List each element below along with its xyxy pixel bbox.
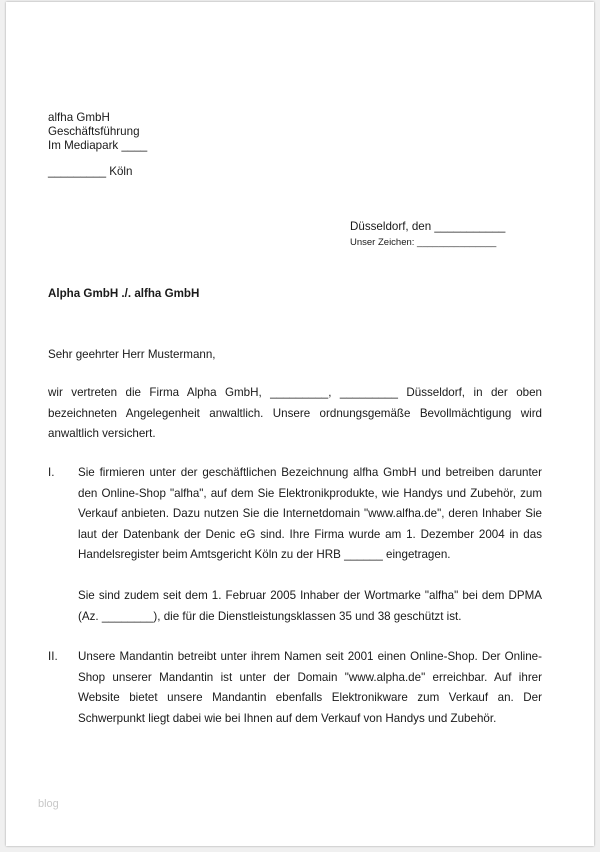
letter-page xyxy=(6,2,594,846)
section-number: II. xyxy=(48,650,58,663)
section-number: I. xyxy=(48,466,55,479)
place-date: Düsseldorf, den ___________ xyxy=(350,220,506,233)
watermark-text: blog xyxy=(38,798,59,810)
section-paragraph: Sie firmieren unter der geschäftlichen Bezeichnung alfha GmbH und betreiben darunter den Online-Shop "alfha", auf dem Sie Elektronikprodukte, wie Handys und Zubehör, zum Verkauf anbieten. Dazu nutzen Sie die Internetdomain "www.alfha.de", deren Inhaber Sie laut der Datenbank der Denic eG sind. Ihre Firma wurde am 1. Dezember 2004 in das Handelsregister beim Amtsgericht Köln zu der HRB ______ eingetragen. xyxy=(78,466,542,561)
recipient-company: alfha GmbH xyxy=(48,111,110,124)
section-paragraph: Unsere Mandantin betreibt unter ihrem Namen seit 2001 einen Online-Shop. Der Online-Shop unserer Mandantin ist unter der Domain "www.alpha.de" erreichbar. Auf ihrer Website bietet unsere Mandantin ebenfalls Elektronikware zum Verkauf an. Der Schwerpunkt liegt dabei wie bei Ihnen auf dem Verkauf von Handys und Zubehör. xyxy=(78,650,542,725)
recipient-city: _________ Köln xyxy=(48,165,133,178)
intro-paragraph: wir vertreten die Firma Alpha GmbH, _________, _________ Düsseldorf, in der oben bezeichneten Angelegenheit anwaltlich. Unsere ordnungsgemäße Bevollmächtigung wird anwaltlich versichert. xyxy=(48,386,542,440)
reference-line: Unser Zeichen: _______________ xyxy=(350,237,497,248)
recipient-street: Im Mediapark ____ xyxy=(48,139,148,152)
subject-line: Alpha GmbH ./. alfha GmbH xyxy=(48,287,200,300)
section-paragraph: Sie sind zudem seit dem 1. Februar 2005 Inhaber der Wortmarke "alfha" bei dem DPMA (Az. ________), die für die Dienstleistungsklassen 35 und 38 geschützt ist. xyxy=(78,589,542,623)
salutation: Sehr geehrter Herr Mustermann, xyxy=(48,348,216,361)
recipient-department: Geschäftsführung xyxy=(48,125,140,138)
